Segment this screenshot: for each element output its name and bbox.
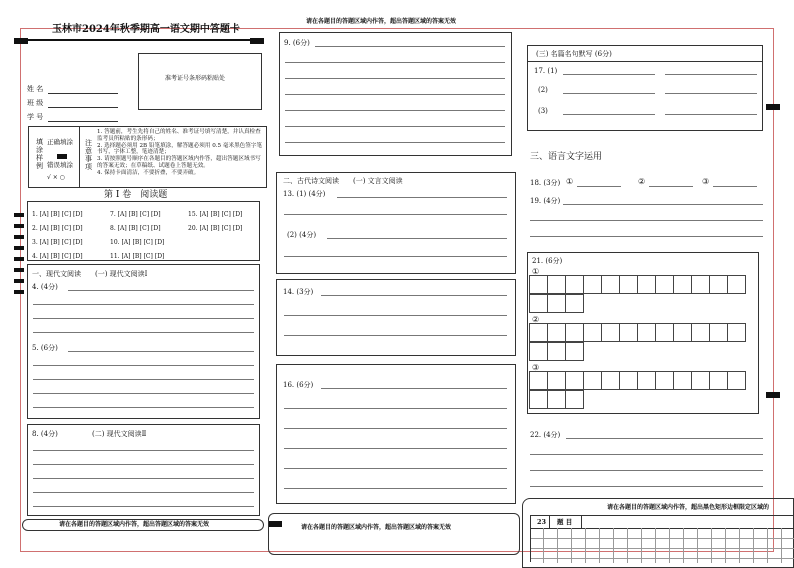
q9-answer-line[interactable] [285,62,505,63]
q22-answer-line[interactable] [566,438,763,439]
q14-answer-line[interactable] [321,295,507,296]
mc-column-3 [188,208,244,236]
notice-label: 注意事项 [85,139,92,172]
page-title: 玉林市2024年秋季期高一语文期中答题卡 [52,24,240,35]
student-id-label: 学 号 [27,113,44,121]
section1b-answer-box [27,424,260,516]
q18-answer-line[interactable] [713,186,757,187]
q16-answer-line[interactable] [284,428,507,429]
mc-row[interactable]: 2. [A] [B] [C] [D] [32,225,83,232]
mc-column-1 [32,208,85,264]
q4-answer-line[interactable] [68,290,254,291]
sync-mark [14,213,24,217]
q19-answer-line[interactable] [530,220,763,221]
mc-answer-box [27,201,260,261]
q9-answer-line[interactable] [285,94,505,95]
mc-column-2 [110,208,166,264]
q21-part-1: ① [532,267,540,276]
q16-answer-box [276,364,516,504]
q18-mark-3: ③ [702,177,710,186]
q21-grid-1[interactable] [529,294,584,313]
q21-grid-3[interactable] [529,390,584,409]
q21-label: 21. (6分) [532,257,563,265]
barcode-area [138,53,262,110]
mc-row[interactable]: 10. [A] [B] [C] [D] [110,239,165,246]
mc-row[interactable]: 3. [A] [B] [C] [D] [32,239,83,246]
grid-line [557,528,558,563]
footer-notice-middle: 请在各题目的答题区域内作答，超出答题区域的答案无效 [268,513,520,555]
q9-answer-line[interactable] [315,46,505,47]
q4-answer-line[interactable] [33,304,254,305]
q9-answer-line[interactable] [285,142,505,143]
q5-label: 5. (6分) [32,344,58,352]
q23-number: 23 [537,518,547,526]
q16-answer-line[interactable] [284,408,507,409]
q13-answer-line[interactable] [327,238,507,239]
mc-row[interactable]: 4. [A] [B] [C] [D] [32,253,83,260]
part1-title: 第 Ⅰ 卷 阅读题 [104,190,168,200]
wrong-marks: √ × ○ [47,174,65,181]
sync-mark [14,235,24,239]
q9-answer-box [279,32,512,156]
q23-title-label: 题 目 [557,518,573,526]
grid-line [641,528,642,563]
q17-label: 17. (1) [534,67,558,75]
q18-mark-2: ② [638,177,646,186]
q18-answer-line[interactable] [577,186,621,187]
section4-heading: 三、语言文字运用 [530,152,603,162]
q19-label: 19. (4分) [530,197,561,205]
q14-answer-box [276,279,516,356]
q8-answer-line[interactable] [33,506,254,507]
q4-answer-line[interactable] [33,332,254,333]
q18-label: 18. (3分) [530,179,561,187]
mc-row[interactable]: 7. [A] [B] [C] [D] [110,211,161,218]
q14-label: 14. (3分) [283,288,314,296]
grid-line [767,528,768,563]
q5-answer-line[interactable] [33,379,254,380]
sync-mark [14,257,24,261]
grid-line [599,528,600,563]
section1-heading: 一、现代文阅读 (一) 现代文阅读Ⅰ [32,270,148,278]
q16-label: 16. (6分) [283,381,314,389]
mc-row[interactable]: 15. [A] [B] [C] [D] [188,211,243,218]
q18-mark-1: ① [566,177,574,186]
instructions-box [28,126,267,188]
grid-line [627,528,628,563]
grid-line [543,528,544,563]
q9-answer-line[interactable] [285,126,505,127]
q23-grid[interactable] [530,515,794,562]
q8-answer-line[interactable] [33,492,254,493]
class-field[interactable] [48,107,118,108]
q17-answer-line[interactable] [563,114,655,115]
q8-answer-line[interactable] [33,464,254,465]
position-mark [766,104,780,110]
q21-grid-2[interactable] [529,323,746,342]
position-mark [250,38,264,44]
mc-row[interactable]: 20. [A] [B] [C] [D] [188,225,243,232]
correct-fill-sample [57,154,67,159]
grid-line [571,528,572,563]
student-id-field[interactable] [48,121,118,122]
position-mark [14,38,28,44]
section2-answer-box [276,172,516,274]
grid-line [711,528,712,563]
q21-grid-2[interactable] [529,342,584,361]
q5-answer-line[interactable] [33,365,254,366]
q22-answer-line[interactable] [530,470,763,471]
grid-line [725,528,726,563]
q14-answer-line[interactable] [284,335,507,336]
q9-answer-line[interactable] [285,110,505,111]
q17-answer-line[interactable] [665,114,757,115]
section3-answer-box [527,45,763,131]
correct-label: 正确填涂 [47,138,73,146]
class-label: 班 级 [27,99,44,107]
position-mark [766,392,780,398]
q9-answer-line[interactable] [285,78,505,79]
notice-item: 4. 保持卡面清洁，不要折叠，不要弄破。 [97,169,200,176]
q17-answer-line[interactable] [563,74,655,75]
q22-answer-line[interactable] [530,486,763,487]
q13-answer-line[interactable] [337,197,507,198]
q5-answer-line[interactable] [68,351,254,352]
sync-mark [14,224,24,228]
q16-answer-line[interactable] [284,448,507,449]
mc-row[interactable]: 1. [A] [B] [C] [D] [32,211,83,218]
q17-2-label: (2) [538,86,548,94]
sync-mark [14,279,24,283]
grid-line [683,528,684,563]
notice-list [97,129,263,177]
mc-row[interactable]: 11. [A] [B] [C] [D] [110,253,165,260]
q17-answer-line[interactable] [665,74,757,75]
divider [549,516,550,528]
q8-answer-line[interactable] [33,450,254,451]
barcode-label: 准考证号条形码粘贴处 [165,75,226,82]
q18-answer-line[interactable] [649,186,693,187]
q14-answer-line[interactable] [284,315,507,316]
q4-label: 4. (4分) [32,283,58,291]
section3-heading: (三) 名篇名句默写 (6分) [536,50,612,58]
q13-answer-line[interactable] [284,214,507,215]
header-notice: 请在各题目的答题区域内作答，超出答题区域的答案无效 [306,18,457,25]
title-rule [28,39,250,41]
q13-2-label: (2) (4分) [287,231,317,239]
q23-notice: 请在各题目的答题区域内作答，超出黑色矩形边框限定区域的 [607,504,770,511]
grid-line [697,528,698,563]
q17-3-label: (3) [538,107,548,115]
q22-answer-line[interactable] [530,454,763,455]
name-field[interactable] [48,93,118,94]
grid-line [585,528,586,563]
grid-line [613,528,614,563]
q21-part-2: ② [532,315,540,324]
section1-answer-box [27,264,260,419]
grid-line [781,528,782,563]
q5-answer-line[interactable] [33,407,254,408]
q5-answer-line[interactable] [33,393,254,394]
q19-answer-line[interactable] [530,236,763,237]
section1b-heading: (二) 现代文阅读Ⅱ [92,430,147,438]
name-label: 姓 名 [27,85,44,93]
sync-mark [14,290,24,294]
q21-grid-3[interactable] [529,371,746,390]
sample-label: 填涂样例 [36,138,43,171]
q13-answer-line[interactable] [284,256,507,257]
grid-line [669,528,670,563]
grid-line [739,528,740,563]
q21-grid-1[interactable] [529,275,746,294]
q4-answer-line[interactable] [33,318,254,319]
notice-item: 2. 选择题必须用 2B 铅笔填涂，解答题必须用 0.5 毫米黑色签字笔书写，字体工整，笔迹清楚； [97,142,263,156]
q9-label: 9. (6分) [284,39,310,47]
q17-answer-line[interactable] [563,93,655,94]
q16-answer-line[interactable] [284,468,507,469]
q16-answer-line[interactable] [284,488,507,489]
grid-line [753,528,754,563]
footer-notice-left: 请在各题目的答题区域内作答，超出答题区域的答案无效 [22,519,264,531]
q19-answer-line[interactable] [563,204,763,205]
q16-answer-line[interactable] [321,388,507,389]
grid-line [655,528,656,563]
q8-answer-line[interactable] [33,478,254,479]
notice-item: 1. 答题前，考生先将自己的姓名、准考证号填写清楚，并认真检查监考员所粘贴的条形码； [97,129,261,142]
divider [528,61,762,62]
sync-mark [14,268,24,272]
section2-heading: 二、古代诗文阅读 (一) 文言文阅读 [283,177,403,185]
divider [581,516,582,528]
mc-row[interactable]: 8. [A] [B] [C] [D] [110,225,161,232]
q22-label: 22. (4分) [530,431,561,439]
q21-part-3: ③ [532,363,540,372]
divider [79,127,80,187]
q17-answer-line[interactable] [665,93,757,94]
sync-mark [14,246,24,250]
q13-1-label: 13. (1) (4分) [283,190,326,198]
q8-label: 8. (4分) [32,430,58,438]
wrong-label: 错误填涂 [47,161,73,169]
notice-item: 3. 请按照题号顺序在各题目的答题区域内作答，超出答题区域书写的答案无效；在草稿纸、试题卷上答题无效。 [97,156,261,170]
